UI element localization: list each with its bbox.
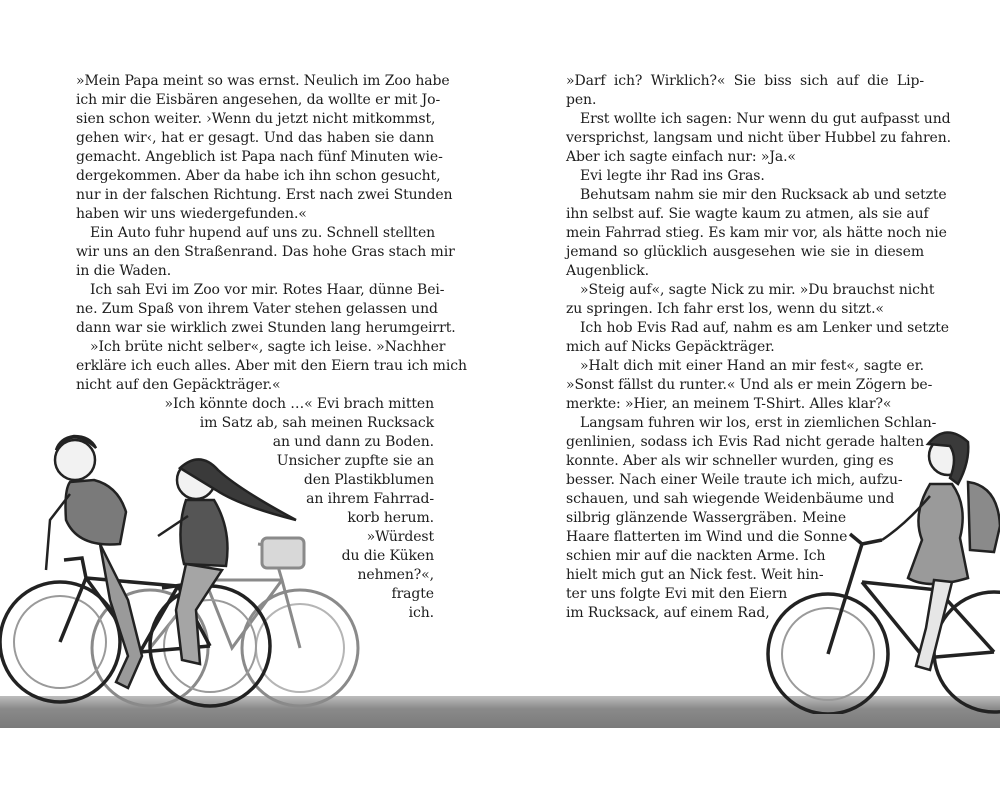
left-line-27: nehmen?«, — [357, 567, 434, 583]
left-line-21: Unsicher zupfte sie an — [276, 453, 434, 469]
right-line-7: Behutsam nahm sie mir den Rucksack ab und setzte — [580, 187, 947, 203]
left-line-5: gemacht. Angeblich ist Papa nach fünf Minuten wie- — [76, 149, 443, 165]
right-line-10: jemand so glücklich ausgesehen wie sie in diesem — [566, 244, 924, 260]
right-line-19: Langsam fuhren wir los, erst in ziemlichen Schlan- — [580, 415, 937, 431]
illustration-kids-on-bike — [0, 420, 370, 720]
right-line-15: mich auf Nicks Gepäckträger. — [566, 339, 775, 355]
left-line-28: fragte — [391, 586, 434, 602]
right-line-16: »Halt dich mit einer Hand an mir fest«, sagte er. — [580, 358, 924, 374]
right-line-17: »Sonst fällst du runter.« Und als er mein Zögern be- — [566, 377, 933, 393]
left-line-20: an und dann zu Boden. — [272, 434, 434, 450]
left-line-8: haben wir uns wiedergefunden.« — [76, 206, 307, 222]
left-line-11: in die Waden. — [76, 263, 172, 279]
left-line-24: korb herum. — [347, 510, 434, 526]
right-line-28: ter uns folgte Evi mit den Eiern — [566, 586, 788, 602]
right-line-18: merkte: »Hier, an meinem T-Shirt. Alles klar?« — [566, 396, 892, 412]
right-line-26: schien mir auf die nackten Arme. Ich — [566, 548, 826, 564]
left-line-10: wir uns an den Straßenrand. Das hohe Gras stach mir — [76, 244, 455, 260]
left-line-4: gehen wir‹, hat er gesagt. Und das haben sie dann — [76, 130, 434, 146]
right-line-2: pen. — [566, 92, 597, 108]
left-line-18: »Ich könnte doch …« Evi brach mitten — [164, 396, 434, 412]
left-line-9: Ein Auto fuhr hupend auf uns zu. Schnell stellten — [90, 225, 436, 241]
right-line-8: ihn selbst auf. Sie wagte kaum zu atmen, als sie auf — [566, 206, 929, 222]
left-line-17: nicht auf den Gepäckträger.« — [76, 377, 281, 393]
right-line-14: Ich hob Evis Rad auf, nahm es am Lenker und setzte — [580, 320, 949, 336]
left-line-3: sien schon weiter. ›Wenn du jetzt nicht mitkommst, — [76, 111, 436, 127]
right-line-1: »Darf ich? Wirklich?« Sie biss sich auf die Lip- — [566, 73, 924, 89]
right-line-4: versprichst, langsam und nicht über Hubbel zu fahren. — [566, 130, 952, 146]
boy-figure — [46, 436, 142, 688]
right-line-27: hielt mich gut an Nick fest. Weit hin- — [566, 567, 824, 583]
right-line-11: Augenblick. — [566, 263, 649, 279]
right-line-13: zu springen. Ich fahr erst los, wenn du sitzt.« — [566, 301, 884, 317]
girl-figure — [882, 432, 1000, 670]
left-line-25: »Würdest — [366, 529, 434, 545]
right-line-3: Erst wollte ich sagen: Nur wenn du gut aufpasst und — [580, 111, 951, 127]
left-line-22: den Plastikblumen — [303, 472, 434, 488]
right-line-22: besser. Nach einer Weile traute ich mich, aufzu- — [566, 472, 903, 488]
left-line-29: ich. — [408, 605, 434, 621]
illustration-girl-with-backpack — [762, 422, 1000, 714]
left-line-1: »Mein Papa meint so was ernst. Neulich im Zoo habe — [76, 73, 450, 89]
left-line-16: erkläre ich euch alles. Aber mit den Eiern trau ich mich — [76, 358, 467, 374]
left-line-13: ne. Zum Spaß von ihrem Vater stehen gelassen und — [76, 301, 438, 317]
right-line-5: Aber ich sagte einfach nur: »Ja.« — [566, 149, 796, 165]
left-line-26: du die Küken — [341, 548, 434, 564]
right-line-24: silbrig glänzende Wassergräben. Meine — [566, 510, 846, 526]
right-line-25: Haare flatterten im Wind und die Sonne — [566, 529, 848, 545]
right-line-12: »Steig auf«, sagte Nick zu mir. »Du brauchst nicht — [580, 282, 935, 298]
right-line-23: schauen, und sah wiegende Weidenbäume und — [566, 491, 895, 507]
left-line-19: im Satz ab, sah meinen Rucksack — [199, 415, 434, 431]
left-line-23: an ihrem Fahrrad- — [306, 491, 434, 507]
left-line-12: Ich sah Evi im Zoo vor mir. Rotes Haar, dünne Bei- — [90, 282, 445, 298]
left-line-14: dann war sie wirklich zwei Stunden lang herumgeirrt. — [76, 320, 456, 336]
right-line-6: Evi legte ihr Rad ins Gras. — [580, 168, 765, 184]
left-line-15: »Ich brüte nicht selber«, sagte ich leise. »Nachher — [90, 339, 446, 355]
left-line-2: ich mir die Eisbären angesehen, da wollte er mit Jo- — [76, 92, 441, 108]
right-line-9: mein Fahrrad stieg. Es kam mir vor, als hätte noch nie — [566, 225, 947, 241]
left-line-6: dergekommen. Aber da habe ich ihn schon gesucht, — [76, 168, 441, 184]
right-line-21: konnte. Aber als wir schneller wurden, ging es — [566, 453, 894, 469]
right-line-20: genlinien, sodass ich Evis Rad nicht gerade halten — [566, 434, 924, 450]
left-line-7: nur in der falschen Richtung. Erst nach zwei Stunden — [76, 187, 453, 203]
right-line-29: im Rucksack, auf einem Rad, — [566, 605, 770, 621]
